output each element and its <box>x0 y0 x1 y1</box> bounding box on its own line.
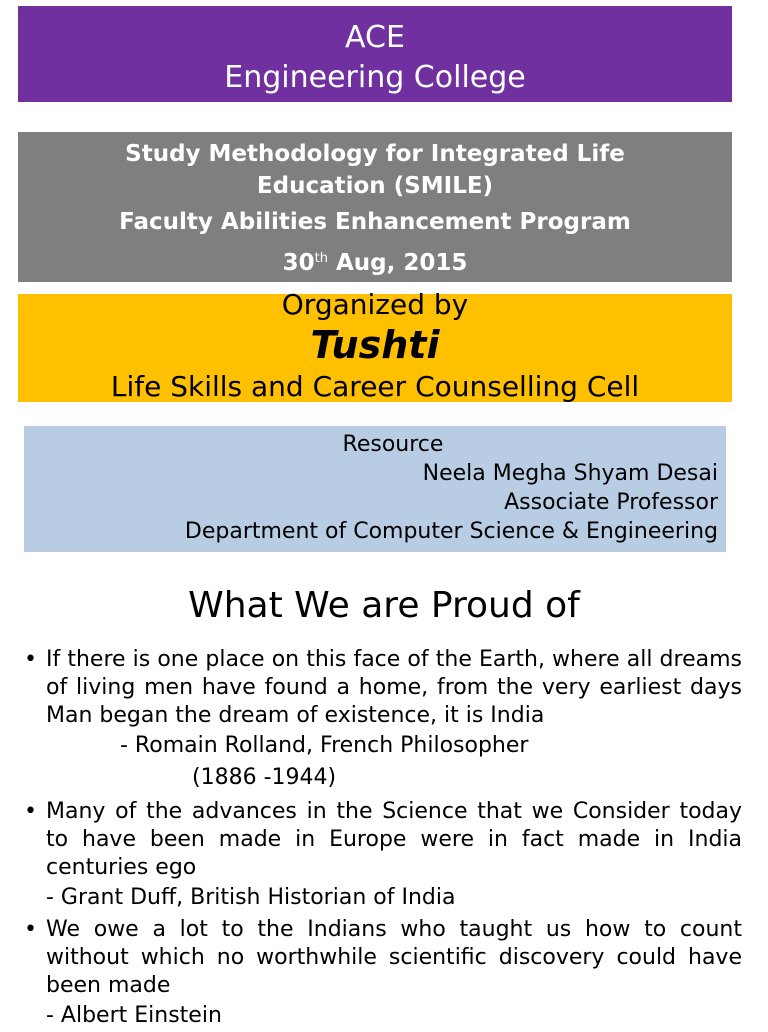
organized-by-label: Organized by <box>281 288 469 321</box>
list-item <box>24 916 742 1000</box>
college-title-banner <box>18 6 732 102</box>
program-title-line2: Education (SMILE) <box>256 173 494 199</box>
date-day: 30 <box>282 250 315 276</box>
quote-author: - Romain Rolland, French Philosopher <box>120 733 529 758</box>
bullet-icon: • <box>24 799 37 824</box>
section-heading: What We are Proud of <box>188 585 580 626</box>
quote-text: If there is one place on this face of the Earth, where all dreams of living men have found a home, from the very earliest days Man began the dream of existence, it is India <box>46 647 742 728</box>
quotes-list <box>24 646 742 1032</box>
program-banner <box>18 132 732 282</box>
list-item <box>24 798 742 882</box>
list-item <box>24 646 742 730</box>
college-name-line1: ACE <box>345 20 405 55</box>
resource-label: Resource <box>342 432 444 457</box>
date-rest: Aug, 2015 <box>327 250 468 276</box>
program-subtitle: Faculty Abilities Enhancement Program <box>119 209 631 235</box>
bullet-icon: • <box>24 917 37 942</box>
date-suffix: th <box>314 251 328 266</box>
resource-department: Department of Computer Science & Engineering <box>184 519 718 544</box>
quote-text: We owe a lot to the Indians who taught us how to count without which no worthwhile scientific discovery could have been made <box>46 917 742 998</box>
college-name-line2: Engineering College <box>224 60 526 95</box>
organizer-banner <box>18 288 732 403</box>
resource-designation: Associate Professor <box>504 490 718 515</box>
organizer-name: Tushti <box>310 323 440 367</box>
program-title-line1: Study Methodology for Integrated Life <box>125 141 625 167</box>
quote-author-years: (1886 -1944) <box>192 765 337 790</box>
organizer-cell: Life Skills and Career Counselling Cell <box>110 370 640 403</box>
quote-author: - Grant Duff, British Historian of India <box>46 885 456 910</box>
resource-person: Neela Megha Shyam Desai <box>422 461 718 486</box>
bullet-icon: • <box>24 647 37 672</box>
resource-panel <box>24 426 726 552</box>
quote-text: Many of the advances in the Science that we Consider today to have been made in Europe were in fact made in India centuries ego <box>46 799 742 880</box>
program-date <box>18 238 732 284</box>
quote-author: - Albert Einstein <box>46 1003 222 1028</box>
